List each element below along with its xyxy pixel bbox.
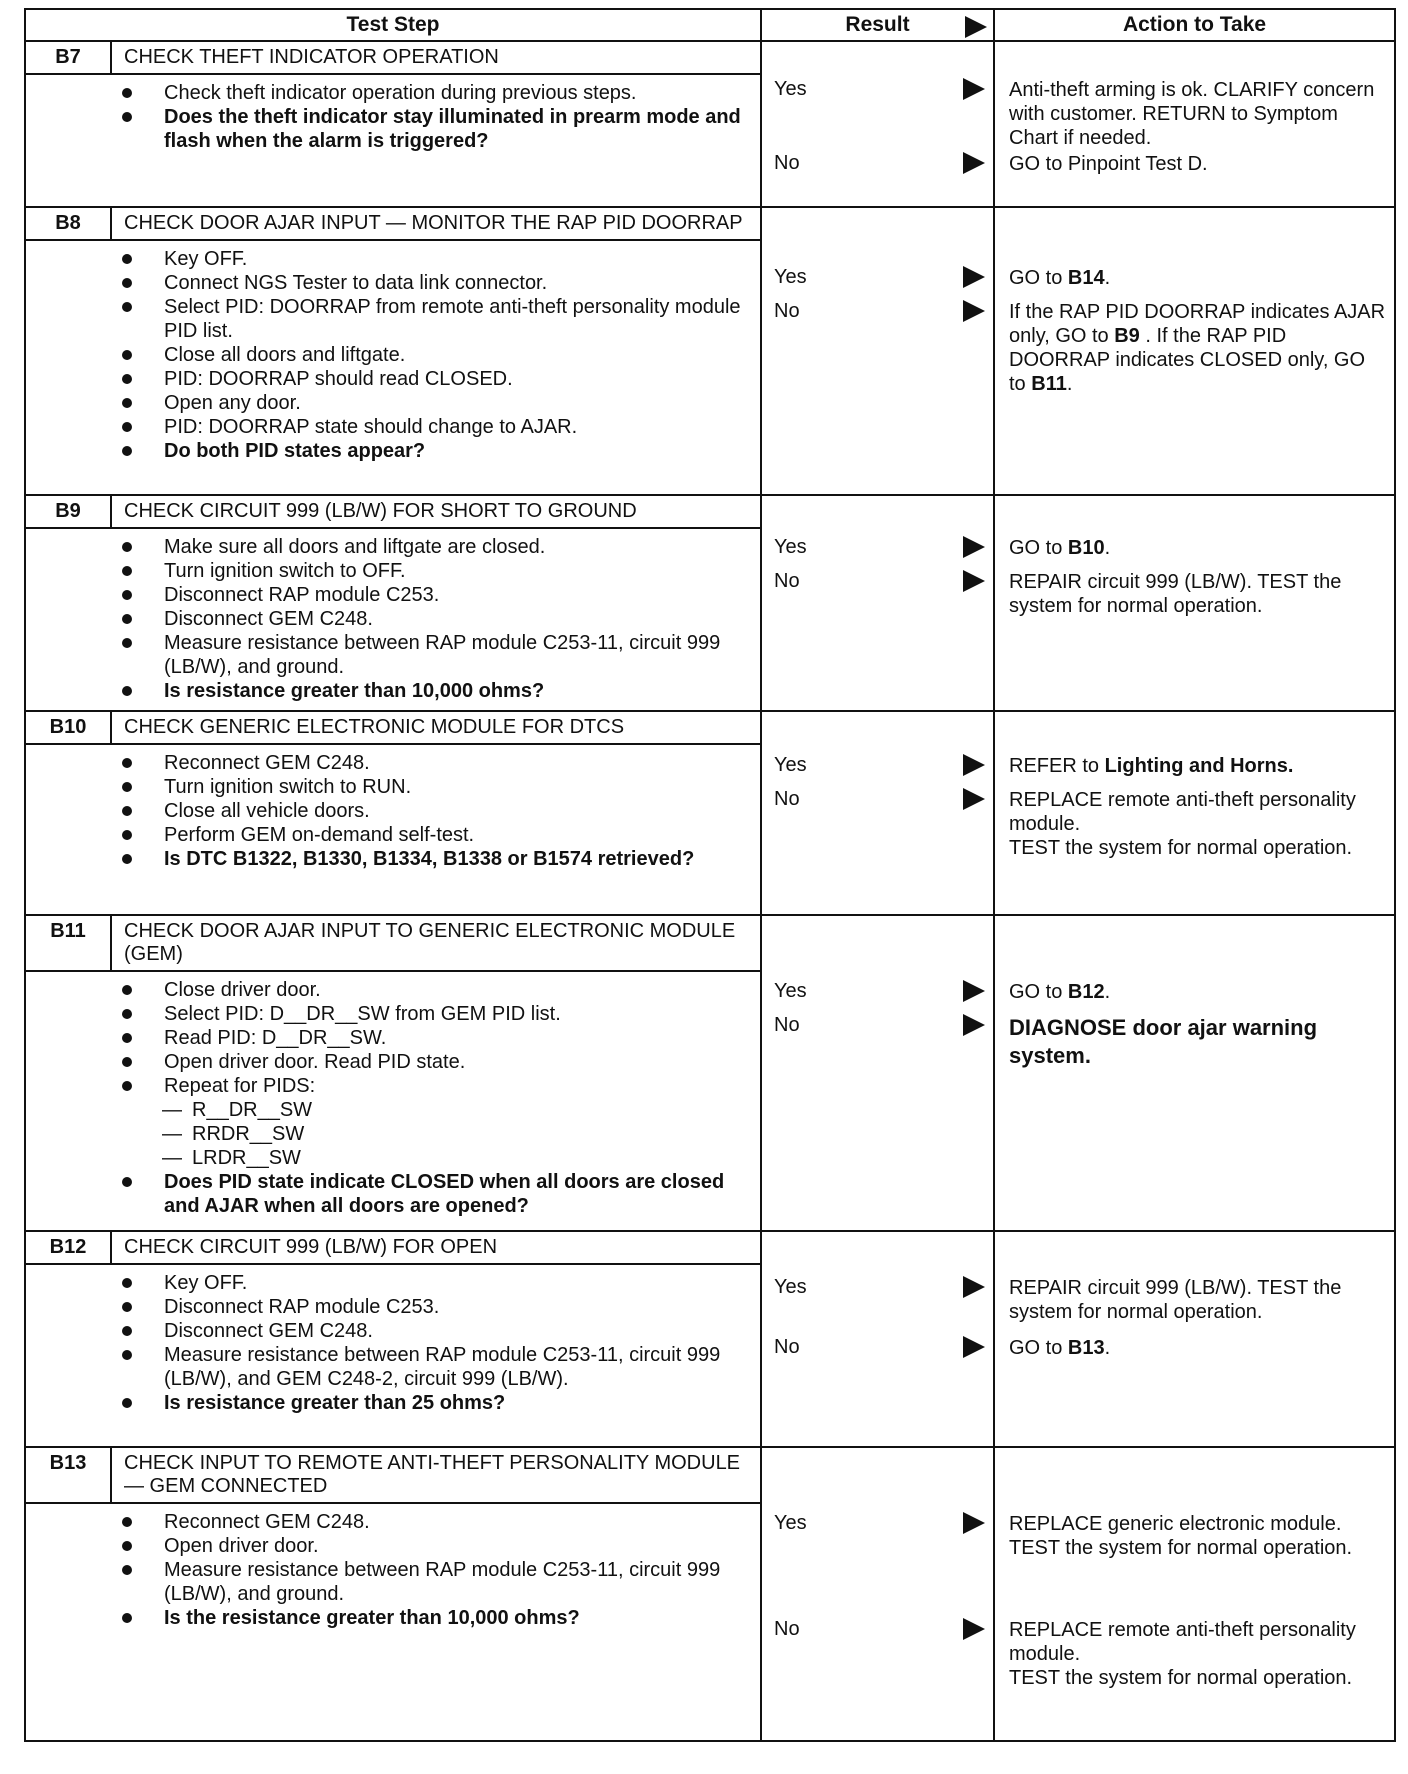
result-yes: Yes bbox=[774, 978, 987, 1004]
step-cell bbox=[25, 1231, 761, 1447]
step-cell bbox=[25, 207, 761, 495]
step-question: Is DTC B1322, B1330, B1334, B1338 or B1574 retrieved? bbox=[26, 847, 750, 871]
step-question: Is the resistance greater than 10,000 ohms? bbox=[26, 1606, 750, 1630]
result-yes: Yes bbox=[774, 1274, 987, 1300]
action-no: GO to B13. bbox=[1009, 1337, 1111, 1359]
pinpoint-test-table bbox=[24, 8, 1396, 1742]
arrow-icon bbox=[963, 1512, 985, 1534]
list-item: Measure resistance between RAP module C253-11, circuit 999 (LB/W), and ground. bbox=[26, 631, 750, 679]
bullet-icon bbox=[122, 254, 132, 264]
step-cell bbox=[25, 1447, 761, 1741]
bullet-icon bbox=[122, 1081, 132, 1091]
action-cell bbox=[994, 207, 1395, 495]
header-action: Action to Take bbox=[994, 9, 1395, 41]
list-item: Make sure all doors and liftgate are closed. bbox=[26, 535, 750, 559]
step-title: CHECK DOOR AJAR INPUT — MONITOR THE RAP PID DOORRAP bbox=[124, 212, 743, 234]
result-cell bbox=[761, 495, 994, 711]
bullet-icon bbox=[122, 302, 132, 312]
action-yes: Anti-theft arming is ok. CLARIFY concern with customer. RETURN to Symptom Chart if needed. bbox=[1009, 79, 1375, 149]
bullet-icon bbox=[122, 1009, 132, 1019]
list-item: Open driver door. Read PID state. bbox=[26, 1050, 750, 1074]
result-yes: Yes bbox=[774, 76, 987, 102]
action-yes: REFER to Lighting and Horns. bbox=[1009, 755, 1294, 777]
bullet-icon bbox=[122, 398, 132, 408]
arrow-icon bbox=[963, 980, 985, 1002]
step-cell bbox=[25, 41, 761, 207]
result-cell bbox=[761, 207, 994, 495]
step-cell bbox=[25, 915, 761, 1231]
action-no: If the RAP PID DOORRAP indicates AJAR only, GO to B9 . If the RAP PID DOORRAP indicates CLOSED only, GO to B11. bbox=[1009, 301, 1386, 395]
arrow-icon bbox=[963, 1014, 985, 1036]
arrow-icon bbox=[963, 754, 985, 776]
list-item: Close driver door. bbox=[26, 978, 750, 1002]
action-cell bbox=[994, 915, 1395, 1231]
list-item: Select PID: D__DR__SW from GEM PID list. bbox=[26, 1002, 750, 1026]
arrow-icon bbox=[963, 788, 985, 810]
list-item: Check theft indicator operation during previous steps. bbox=[26, 81, 750, 105]
action-cell bbox=[994, 495, 1395, 711]
result-cell bbox=[761, 41, 994, 207]
result-cell bbox=[761, 711, 994, 915]
step-row-b7 bbox=[25, 41, 1395, 207]
list-item: Open any door. bbox=[26, 391, 750, 415]
action-cell bbox=[994, 1231, 1395, 1447]
arrow-icon bbox=[963, 536, 985, 558]
result-no: No bbox=[774, 568, 987, 594]
action-yes: REPLACE generic electronic module. TEST the system for normal operation. bbox=[1009, 1513, 1353, 1559]
list-item: Perform GEM on-demand self-test. bbox=[26, 823, 750, 847]
list-item: Repeat for PIDS: bbox=[26, 1074, 750, 1098]
bullet-icon bbox=[122, 854, 132, 864]
result-cell bbox=[761, 915, 994, 1231]
step-id: B13 bbox=[26, 1448, 112, 1502]
list-item: Turn ignition switch to OFF. bbox=[26, 559, 750, 583]
list-item: PID: DOORRAP state should change to AJAR. bbox=[26, 415, 750, 439]
result-no: No bbox=[774, 298, 987, 324]
list-item: Select PID: DOORRAP from remote anti-theft personality module PID list. bbox=[26, 295, 750, 343]
arrow-icon bbox=[963, 1618, 985, 1640]
bullet-icon bbox=[122, 566, 132, 576]
action-cell bbox=[994, 1447, 1395, 1741]
result-no: No bbox=[774, 786, 987, 812]
step-row-b12 bbox=[25, 1231, 1395, 1447]
list-item: Disconnect RAP module C253. bbox=[26, 1295, 750, 1319]
step-row-b8 bbox=[25, 207, 1395, 495]
step-title: CHECK INPUT TO REMOTE ANTI-THEFT PERSONALITY MODULE — GEM CONNECTED bbox=[124, 1452, 741, 1497]
bullet-icon bbox=[122, 686, 132, 696]
bullet-icon bbox=[122, 806, 132, 816]
sub-list-item: — R__DR__SW bbox=[162, 1099, 313, 1121]
action-no: REPAIR circuit 999 (LB/W). TEST the system for normal operation. bbox=[1009, 571, 1342, 617]
result-yes: Yes bbox=[774, 1510, 987, 1536]
header-test-step: Test Step bbox=[25, 9, 761, 41]
header-result bbox=[761, 9, 994, 41]
step-title: CHECK DOOR AJAR INPUT TO GENERIC ELECTRONIC MODULE (GEM) bbox=[124, 920, 736, 965]
step-id: B8 bbox=[26, 208, 112, 239]
step-question: Do both PID states appear? bbox=[26, 439, 750, 463]
bullet-icon bbox=[122, 758, 132, 768]
action-cell bbox=[994, 711, 1395, 915]
bullet-icon bbox=[122, 1517, 132, 1527]
list-item: Disconnect GEM C248. bbox=[26, 1319, 750, 1343]
result-no: No bbox=[774, 1334, 987, 1360]
action-yes: GO to B10. bbox=[1009, 537, 1111, 559]
bullet-icon bbox=[122, 88, 132, 98]
bullet-icon bbox=[122, 1177, 132, 1187]
bullet-icon bbox=[122, 1033, 132, 1043]
action-no: GO to Pinpoint Test D. bbox=[1009, 153, 1208, 175]
list-item: Close all vehicle doors. bbox=[26, 799, 750, 823]
header-arrow-icon bbox=[965, 16, 987, 38]
header-result-label: Result bbox=[845, 13, 910, 36]
bullet-icon bbox=[122, 1613, 132, 1623]
bullet-icon bbox=[122, 614, 132, 624]
list-item: Measure resistance between RAP module C253-11, circuit 999 (LB/W), and GEM C248-2, circuit 999 (LB/W). bbox=[26, 1343, 750, 1391]
step-question: Does the theft indicator stay illuminated in prearm mode and flash when the alarm is triggered? bbox=[26, 105, 750, 153]
bullet-icon bbox=[122, 1398, 132, 1408]
step-id: B9 bbox=[26, 496, 112, 527]
result-yes: Yes bbox=[774, 534, 987, 560]
bullet-icon bbox=[122, 638, 132, 648]
pinpoint-test-table-page bbox=[24, 8, 1394, 1742]
arrow-icon bbox=[963, 78, 985, 100]
step-title: CHECK GENERIC ELECTRONIC MODULE FOR DTCS bbox=[124, 716, 625, 738]
step-title: CHECK THEFT INDICATOR OPERATION bbox=[124, 46, 499, 68]
bullet-icon bbox=[122, 782, 132, 792]
table-header-row bbox=[25, 9, 1395, 41]
result-no: No bbox=[774, 1616, 987, 1642]
list-item: Disconnect RAP module C253. bbox=[26, 583, 750, 607]
bullet-icon bbox=[122, 374, 132, 384]
bullet-icon bbox=[122, 542, 132, 552]
step-cell bbox=[25, 711, 761, 915]
arrow-icon bbox=[963, 266, 985, 288]
sub-list-item: — LRDR__SW bbox=[162, 1147, 301, 1169]
arrow-icon bbox=[963, 300, 985, 322]
list-item: Disconnect GEM C248. bbox=[26, 607, 750, 631]
dash-icon: — bbox=[162, 1099, 182, 1121]
step-row-b9 bbox=[25, 495, 1395, 711]
action-no: REPLACE remote anti-theft personality module. TEST the system for normal operation. bbox=[1009, 789, 1356, 859]
dash-icon: — bbox=[162, 1123, 182, 1145]
bullet-icon bbox=[122, 112, 132, 122]
action-cell bbox=[994, 41, 1395, 207]
bullet-icon bbox=[122, 1350, 132, 1360]
sub-list-item: — RRDR__SW bbox=[162, 1123, 305, 1145]
action-yes: GO to B12. bbox=[1009, 981, 1111, 1003]
action-yes: REPAIR circuit 999 (LB/W). TEST the system for normal operation. bbox=[1009, 1277, 1342, 1323]
bullet-icon bbox=[122, 278, 132, 288]
list-item: Key OFF. bbox=[26, 247, 750, 271]
bullet-icon bbox=[122, 1278, 132, 1288]
step-question: Does PID state indicate CLOSED when all doors are closed and AJAR when all doors are opened? bbox=[26, 1170, 750, 1218]
list-item: Connect NGS Tester to data link connector. bbox=[26, 271, 750, 295]
step-question: Is resistance greater than 10,000 ohms? bbox=[26, 679, 750, 703]
list-item: Open driver door. bbox=[26, 1534, 750, 1558]
step-id: B7 bbox=[26, 42, 112, 73]
result-yes: Yes bbox=[774, 264, 987, 290]
list-item: Key OFF. bbox=[26, 1271, 750, 1295]
arrow-icon bbox=[963, 152, 985, 174]
list-item: Reconnect GEM C248. bbox=[26, 1510, 750, 1534]
bullet-icon bbox=[122, 1565, 132, 1575]
action-yes: GO to B14. bbox=[1009, 267, 1111, 289]
step-id: B12 bbox=[26, 1232, 112, 1263]
bullet-icon bbox=[122, 1541, 132, 1551]
bullet-icon bbox=[122, 350, 132, 360]
bullet-icon bbox=[122, 1302, 132, 1312]
result-cell bbox=[761, 1447, 994, 1741]
step-cell bbox=[25, 495, 761, 711]
result-no: No bbox=[774, 1012, 987, 1038]
action-no: REPLACE remote anti-theft personality module. TEST the system for normal operation. bbox=[1009, 1619, 1356, 1689]
list-item: PID: DOORRAP should read CLOSED. bbox=[26, 367, 750, 391]
step-question: Is resistance greater than 25 ohms? bbox=[26, 1391, 750, 1415]
arrow-icon bbox=[963, 1276, 985, 1298]
list-item: Read PID: D__DR__SW. bbox=[26, 1026, 750, 1050]
bullet-icon bbox=[122, 422, 132, 432]
result-yes: Yes bbox=[774, 752, 987, 778]
bullet-icon bbox=[122, 985, 132, 995]
step-row-b10 bbox=[25, 711, 1395, 915]
bullet-icon bbox=[122, 590, 132, 600]
step-id: B10 bbox=[26, 712, 112, 743]
bullet-icon bbox=[122, 1326, 132, 1336]
step-row-b11 bbox=[25, 915, 1395, 1231]
result-cell bbox=[761, 1231, 994, 1447]
step-id: B11 bbox=[26, 916, 112, 970]
step-title: CHECK CIRCUIT 999 (LB/W) FOR SHORT TO GROUND bbox=[124, 500, 637, 522]
dash-icon: — bbox=[162, 1147, 182, 1169]
bullet-icon bbox=[122, 1057, 132, 1067]
list-item: Reconnect GEM C248. bbox=[26, 751, 750, 775]
step-title: CHECK CIRCUIT 999 (LB/W) FOR OPEN bbox=[124, 1236, 498, 1258]
arrow-icon bbox=[963, 1336, 985, 1358]
action-no: DIAGNOSE door ajar warning system. bbox=[1009, 1015, 1318, 1068]
bullet-icon bbox=[122, 446, 132, 456]
list-item: Close all doors and liftgate. bbox=[26, 343, 750, 367]
bullet-icon bbox=[122, 830, 132, 840]
result-no: No bbox=[774, 150, 987, 176]
arrow-icon bbox=[963, 570, 985, 592]
list-item: Turn ignition switch to RUN. bbox=[26, 775, 750, 799]
list-item: Measure resistance between RAP module C253-11, circuit 999 (LB/W), and ground. bbox=[26, 1558, 750, 1606]
step-row-b13 bbox=[25, 1447, 1395, 1741]
